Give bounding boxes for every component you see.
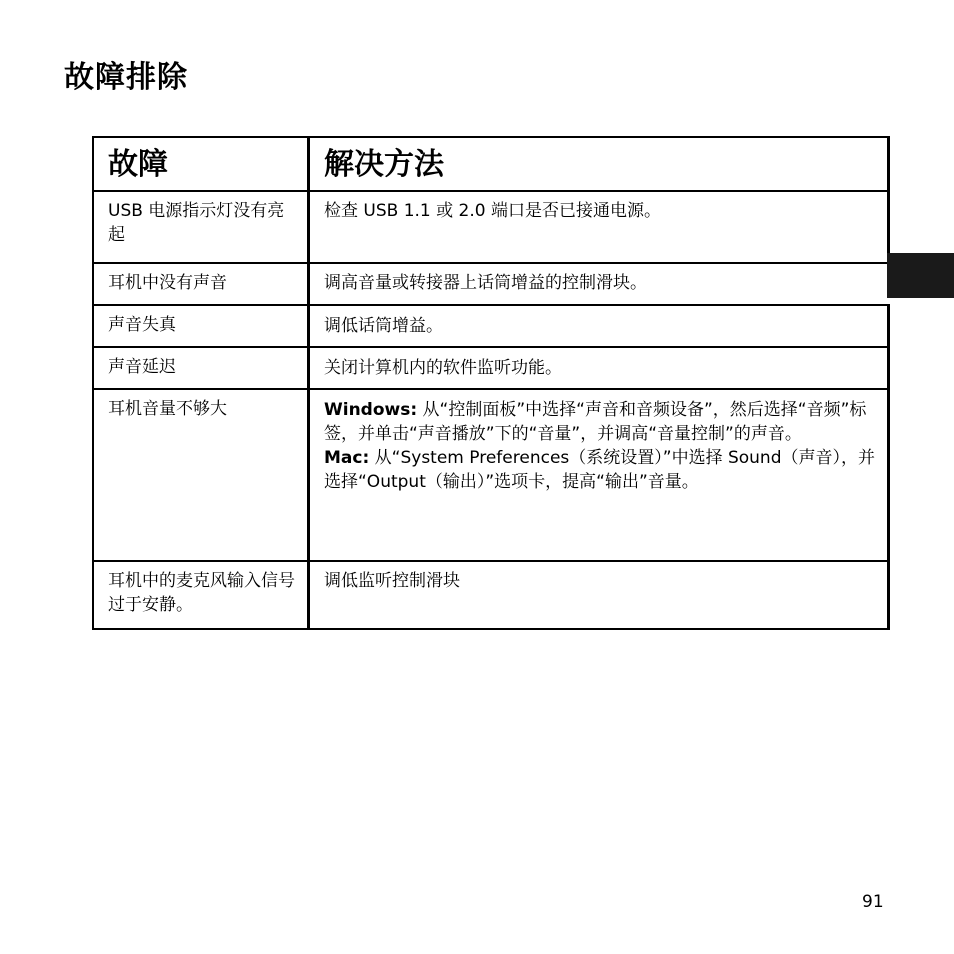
table-row (94, 192, 890, 262)
mac-instructions: 从“System Preferences（系统设置）”中选择 Sound（声音），并选择“Output（输出）”选项卡，提高“输出”音量。 (324, 448, 875, 492)
fault-cell: USB 电源指示灯没有亮起 (94, 192, 310, 262)
table-row (94, 560, 890, 628)
header-fault: 故障 (94, 138, 310, 190)
table-row (94, 304, 890, 346)
page-title: 故障排除 (64, 60, 188, 95)
table-header-row (94, 138, 890, 192)
windows-label: Windows: (324, 400, 418, 420)
troubleshooting-table (92, 136, 890, 630)
page-number: 91 (862, 892, 884, 912)
section-tab-marker (887, 253, 954, 298)
solution-cell: 调低监听控制滑块 (310, 562, 890, 628)
solution-cell: 调低话筒增益。 (310, 306, 890, 346)
fault-cell: 声音失真 (94, 306, 310, 346)
solution-cell (310, 390, 890, 560)
fault-cell: 耳机音量不够大 (94, 390, 310, 560)
mac-label: Mac: (324, 448, 370, 468)
table-row (94, 388, 890, 560)
fault-cell: 耳机中没有声音 (94, 264, 310, 304)
table-row (94, 346, 890, 388)
fault-cell: 耳机中的麦克风输入信号过于安静。 (94, 562, 310, 628)
solution-cell: 调高音量或转接器上话筒增益的控制滑块。 (324, 273, 647, 293)
solution-cell: 检查 USB 1.1 或 2.0 端口是否已接通电源。 (310, 192, 890, 262)
header-solution: 解决方法 (310, 138, 890, 190)
solution-cell: 关闭计算机内的软件监听功能。 (310, 348, 890, 388)
fault-cell: 声音延迟 (94, 348, 310, 388)
windows-instructions: 从“控制面板”中选择“声音和音频设备”，然后选择“音频”标签，并单击“声音播放”下的“音量”，并调高“音量控制”的声音。 (324, 400, 867, 444)
table-row (94, 262, 890, 304)
